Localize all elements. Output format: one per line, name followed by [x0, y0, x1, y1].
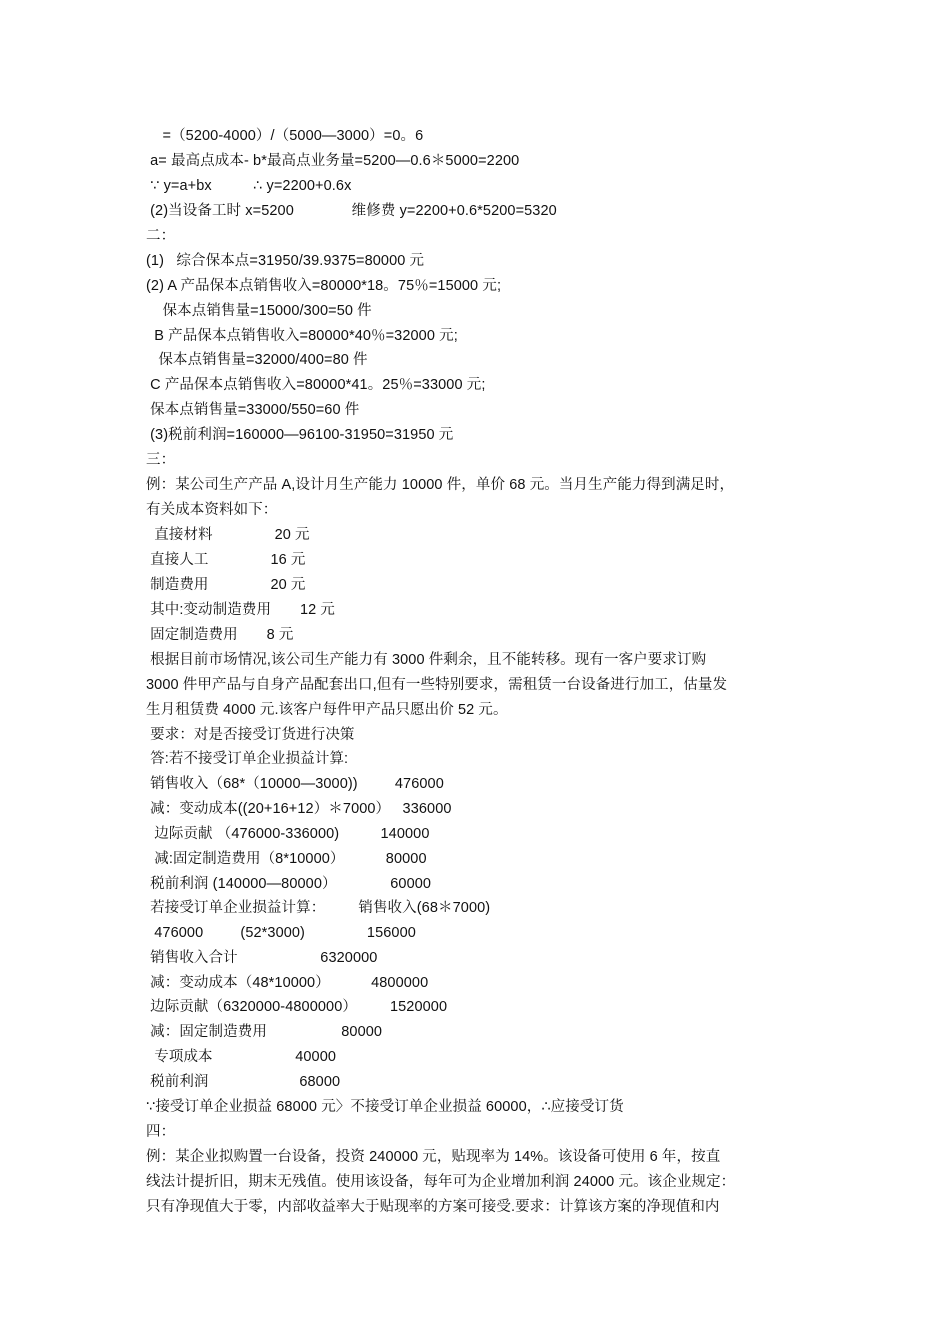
text-line: 制造费用 20 元	[146, 577, 306, 593]
text-line: 476000 (52*3000) 156000	[146, 925, 416, 941]
text-line: 3000 件甲产品与自身产品配套出口,但有一些特别要求，需租赁一台设备进行加工，估量发	[146, 677, 728, 693]
text-line: 减：变动成本（48*10000） 4800000	[146, 975, 429, 991]
text-line: C 产品保本点销售收入=80000*41。25％=33000 元;	[146, 377, 486, 393]
text-line: 销售收入（68*（10000—3000)) 476000	[146, 776, 444, 792]
text-line: 答:若不接受订单企业损益计算:	[146, 751, 349, 767]
text-line: 税前利润 (140000—80000） 60000	[146, 876, 432, 892]
text-line: 减：固定制造费用 80000	[146, 1024, 383, 1040]
text-line: 销售收入合计 6320000	[146, 950, 378, 966]
text-line: 减：变动成本((20+16+12）＊7000） 336000	[146, 801, 452, 817]
text-line: 线法计提折旧，期末无残值。使用该设备，每年可为企业增加利润 24000 元。该企业规定：	[146, 1174, 736, 1190]
text-line: 根据目前市场情况,该公司生产能力有 3000 件剩余，且不能转移。现有一客户要求订购	[146, 652, 707, 668]
section-heading: 三：	[146, 452, 176, 468]
text-line: 直接人工 16 元	[146, 552, 306, 568]
text-line: B 产品保本点销售收入=80000*40％=32000 元;	[146, 328, 458, 344]
text-line: 其中:变动制造费用 12 元	[146, 602, 336, 618]
text-line: 要求：对是否接受订货进行决策	[146, 727, 355, 743]
section-heading: 四：	[146, 1124, 176, 1140]
text-line: 若接受订单企业损益计算： 销售收入(68＊7000)	[146, 900, 491, 916]
text-line: 生月租赁费 4000 元.该客户每件甲产品只愿出价 52 元。	[146, 702, 508, 718]
text-line: (2) A 产品保本点销售收入=80000*18。75％=15000 元;	[146, 278, 502, 294]
text-line: 保本点销售量=33000/550=60 件	[146, 402, 360, 418]
text-line: 边际贡献（6320000-4800000） 1520000	[146, 999, 448, 1015]
text-line: (1) 综合保本点=31950/39.9375=80000 元	[146, 253, 425, 269]
text-line: 专项成本 40000	[146, 1049, 337, 1065]
text-line: 减:固定制造费用（8*10000） 80000	[146, 851, 427, 867]
text-line: 边际贡献 （476000-336000) 140000	[146, 826, 430, 842]
text-line: (3)税前利润=160000—96100-31950=31950 元	[146, 427, 454, 443]
text-line: ∵接受订单企业损益 68000 元〉不接受订单企业损益 60000，∴应接受订货	[146, 1099, 624, 1115]
text-line: 直接材料 20 元	[146, 527, 310, 543]
text-line: a= 最高点成本- b*最高点业务量=5200—0.6＊5000=2200	[146, 153, 520, 169]
text-line: 例：某企业拟购置一台设备，投资 240000 元，贴现率为 14%。该设备可使用 6 年，按直	[146, 1149, 721, 1165]
section-heading: 二：	[146, 228, 176, 244]
text-line: 只有净现值大于零，内部收益率大于贴现率的方案可接受.要求：计算该方案的净现值和内	[146, 1199, 720, 1215]
text-line: 例：某公司生产产品 A,设计月生产能力 10000 件，单价 68 元。当月生产能力得到满足时，	[146, 477, 735, 493]
text-line: 固定制造费用 8 元	[146, 627, 294, 643]
text-line: =（5200-4000）/（5000—3000）=0。6	[146, 128, 424, 144]
text-line: (2)当设备工时 x=5200 维修费 y=2200+0.6*5200=5320	[146, 203, 557, 219]
text-line: 有关成本资料如下：	[146, 502, 278, 518]
text-line: 保本点销售量=15000/300=50 件	[146, 303, 372, 319]
text-line: 税前利润 68000	[146, 1074, 341, 1090]
text-line: 保本点销售量=32000/400=80 件	[146, 352, 368, 368]
text-line: ∵ y=a+bx ∴ y=2200+0.6x	[146, 178, 352, 194]
